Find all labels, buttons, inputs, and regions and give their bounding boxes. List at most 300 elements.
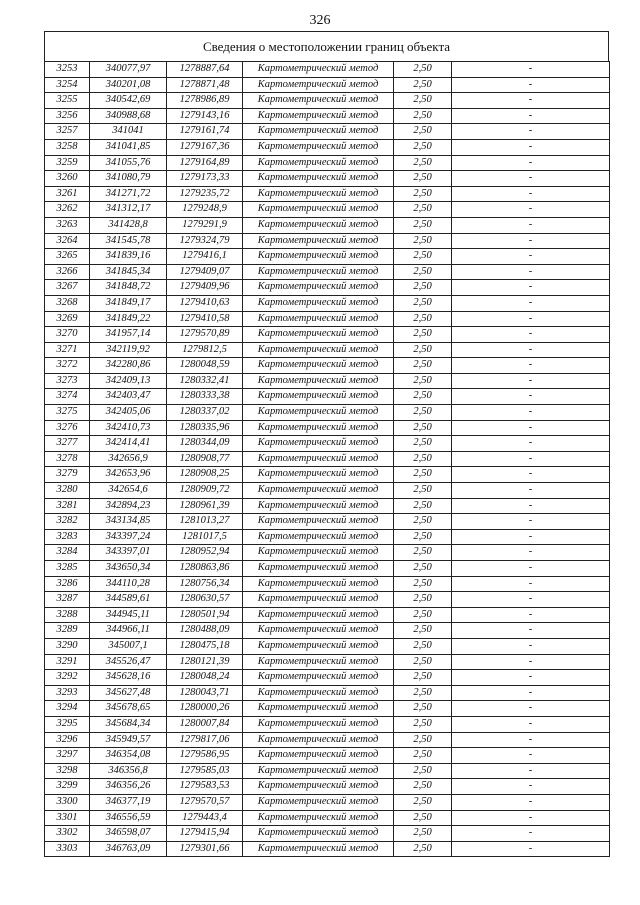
note-cell: -	[452, 701, 610, 717]
table-row	[45, 124, 610, 140]
accuracy-cell: 2,50	[394, 716, 452, 732]
table-row	[45, 545, 610, 561]
point-number-cell: 3297	[45, 748, 90, 764]
x-coordinate-cell: 343397,24	[90, 529, 167, 545]
method-cell: Картометрический метод	[243, 217, 394, 233]
point-number-cell: 3278	[45, 451, 90, 467]
method-cell: Картометрический метод	[243, 295, 394, 311]
accuracy-cell: 2,50	[394, 436, 452, 452]
x-coordinate-cell: 342653,96	[90, 467, 167, 483]
x-coordinate-cell: 346356,8	[90, 763, 167, 779]
x-coordinate-cell: 345007,1	[90, 638, 167, 654]
accuracy-cell: 2,50	[394, 139, 452, 155]
note-cell: -	[452, 358, 610, 374]
note-cell: -	[452, 592, 610, 608]
method-cell: Картометрический метод	[243, 483, 394, 499]
y-coordinate-cell: 1280630,57	[167, 592, 243, 608]
x-coordinate-cell: 345678,65	[90, 701, 167, 717]
y-coordinate-cell: 1279570,89	[167, 327, 243, 343]
note-cell: -	[452, 155, 610, 171]
accuracy-cell: 2,50	[394, 701, 452, 717]
method-cell: Картометрический метод	[243, 467, 394, 483]
accuracy-cell: 2,50	[394, 264, 452, 280]
accuracy-cell: 2,50	[394, 841, 452, 857]
method-cell: Картометрический метод	[243, 373, 394, 389]
x-coordinate-cell: 344589,61	[90, 592, 167, 608]
x-coordinate-cell: 346377,19	[90, 794, 167, 810]
y-coordinate-cell: 1280475,18	[167, 638, 243, 654]
point-number-cell: 3257	[45, 124, 90, 140]
y-coordinate-cell: 1280048,59	[167, 358, 243, 374]
table-row	[45, 529, 610, 545]
y-coordinate-cell: 1279410,63	[167, 295, 243, 311]
method-cell: Картометрический метод	[243, 529, 394, 545]
table-row	[45, 654, 610, 670]
y-coordinate-cell: 1279409,07	[167, 264, 243, 280]
note-cell: -	[452, 249, 610, 265]
method-cell: Картометрический метод	[243, 763, 394, 779]
note-cell: -	[452, 93, 610, 109]
method-cell: Картометрический метод	[243, 124, 394, 140]
point-number-cell: 3255	[45, 93, 90, 109]
x-coordinate-cell: 341080,79	[90, 171, 167, 187]
accuracy-cell: 2,50	[394, 654, 452, 670]
accuracy-cell: 2,50	[394, 311, 452, 327]
point-number-cell: 3260	[45, 171, 90, 187]
y-coordinate-cell: 1280332,41	[167, 373, 243, 389]
accuracy-cell: 2,50	[394, 233, 452, 249]
x-coordinate-cell: 340542,69	[90, 93, 167, 109]
point-number-cell: 3262	[45, 202, 90, 218]
method-cell: Картометрический метод	[243, 93, 394, 109]
note-cell: -	[452, 483, 610, 499]
x-coordinate-cell: 341271,72	[90, 186, 167, 202]
table-row	[45, 623, 610, 639]
note-cell: -	[452, 623, 610, 639]
x-coordinate-cell: 345526,47	[90, 654, 167, 670]
x-coordinate-cell: 345628,16	[90, 670, 167, 686]
table-row	[45, 358, 610, 374]
accuracy-cell: 2,50	[394, 483, 452, 499]
method-cell: Картометрический метод	[243, 108, 394, 124]
note-cell: -	[452, 451, 610, 467]
method-cell: Картометрический метод	[243, 654, 394, 670]
method-cell: Картометрический метод	[243, 327, 394, 343]
y-coordinate-cell: 1279416,1	[167, 249, 243, 265]
method-cell: Картометрический метод	[243, 155, 394, 171]
point-number-cell: 3283	[45, 529, 90, 545]
accuracy-cell: 2,50	[394, 217, 452, 233]
x-coordinate-cell: 344966,11	[90, 623, 167, 639]
note-cell: -	[452, 638, 610, 654]
x-coordinate-cell: 344945,11	[90, 607, 167, 623]
point-number-cell: 3256	[45, 108, 90, 124]
accuracy-cell: 2,50	[394, 529, 452, 545]
point-number-cell: 3287	[45, 592, 90, 608]
note-cell: -	[452, 841, 610, 857]
table-row	[45, 249, 610, 265]
accuracy-cell: 2,50	[394, 592, 452, 608]
method-cell: Картометрический метод	[243, 436, 394, 452]
accuracy-cell: 2,50	[394, 826, 452, 842]
y-coordinate-cell: 1280337,02	[167, 405, 243, 421]
table-row	[45, 62, 610, 78]
y-coordinate-cell: 1278871,48	[167, 77, 243, 93]
point-number-cell: 3258	[45, 139, 90, 155]
accuracy-cell: 2,50	[394, 576, 452, 592]
x-coordinate-cell: 341849,17	[90, 295, 167, 311]
table-row	[45, 561, 610, 577]
y-coordinate-cell: 1280908,77	[167, 451, 243, 467]
x-coordinate-cell: 346354,08	[90, 748, 167, 764]
method-cell: Картометрический метод	[243, 732, 394, 748]
y-coordinate-cell: 1280952,94	[167, 545, 243, 561]
note-cell: -	[452, 436, 610, 452]
y-coordinate-cell: 1279583,53	[167, 779, 243, 795]
y-coordinate-cell: 1280000,26	[167, 701, 243, 717]
table-row	[45, 280, 610, 296]
table-row	[45, 607, 610, 623]
y-coordinate-cell: 1279235,72	[167, 186, 243, 202]
x-coordinate-cell: 342405,06	[90, 405, 167, 421]
point-number-cell: 3289	[45, 623, 90, 639]
point-number-cell: 3301	[45, 810, 90, 826]
note-cell: -	[452, 389, 610, 405]
y-coordinate-cell: 1279161,74	[167, 124, 243, 140]
note-cell: -	[452, 62, 610, 78]
point-number-cell: 3254	[45, 77, 90, 93]
point-number-cell: 3293	[45, 685, 90, 701]
y-coordinate-cell: 1280756,34	[167, 576, 243, 592]
y-coordinate-cell: 1279248,9	[167, 202, 243, 218]
y-coordinate-cell: 1279812,5	[167, 342, 243, 358]
table-row	[45, 420, 610, 436]
method-cell: Картометрический метод	[243, 202, 394, 218]
method-cell: Картометрический метод	[243, 670, 394, 686]
note-cell: -	[452, 685, 610, 701]
y-coordinate-cell: 1280863,86	[167, 561, 243, 577]
point-number-cell: 3285	[45, 561, 90, 577]
x-coordinate-cell: 342894,23	[90, 498, 167, 514]
note-cell: -	[452, 514, 610, 530]
accuracy-cell: 2,50	[394, 389, 452, 405]
point-number-cell: 3300	[45, 794, 90, 810]
y-coordinate-cell: 1280007,84	[167, 716, 243, 732]
table-row	[45, 264, 610, 280]
accuracy-cell: 2,50	[394, 420, 452, 436]
x-coordinate-cell: 342409,13	[90, 373, 167, 389]
table-row	[45, 576, 610, 592]
accuracy-cell: 2,50	[394, 93, 452, 109]
table-body	[45, 62, 610, 857]
accuracy-cell: 2,50	[394, 249, 452, 265]
accuracy-cell: 2,50	[394, 451, 452, 467]
accuracy-cell: 2,50	[394, 607, 452, 623]
table-row	[45, 327, 610, 343]
y-coordinate-cell: 1279173,33	[167, 171, 243, 187]
note-cell: -	[452, 327, 610, 343]
y-coordinate-cell: 1279409,96	[167, 280, 243, 296]
note-cell: -	[452, 420, 610, 436]
table-row	[45, 451, 610, 467]
point-number-cell: 3281	[45, 498, 90, 514]
method-cell: Картометрический метод	[243, 716, 394, 732]
method-cell: Картометрический метод	[243, 794, 394, 810]
note-cell: -	[452, 794, 610, 810]
note-cell: -	[452, 280, 610, 296]
accuracy-cell: 2,50	[394, 358, 452, 374]
method-cell: Картометрический метод	[243, 233, 394, 249]
point-number-cell: 3292	[45, 670, 90, 686]
y-coordinate-cell: 1279415,94	[167, 826, 243, 842]
table-row	[45, 701, 610, 717]
y-coordinate-cell: 1279817,06	[167, 732, 243, 748]
note-cell: -	[452, 748, 610, 764]
point-number-cell: 3270	[45, 327, 90, 343]
method-cell: Картометрический метод	[243, 748, 394, 764]
table-row	[45, 233, 610, 249]
table-row	[45, 186, 610, 202]
y-coordinate-cell: 1281017,5	[167, 529, 243, 545]
method-cell: Картометрический метод	[243, 514, 394, 530]
method-cell: Картометрический метод	[243, 638, 394, 654]
table-row	[45, 716, 610, 732]
accuracy-cell: 2,50	[394, 155, 452, 171]
table-row	[45, 295, 610, 311]
note-cell: -	[452, 732, 610, 748]
method-cell: Картометрический метод	[243, 358, 394, 374]
y-coordinate-cell: 1279585,03	[167, 763, 243, 779]
x-coordinate-cell: 341839,16	[90, 249, 167, 265]
point-number-cell: 3267	[45, 280, 90, 296]
method-cell: Картометрический метод	[243, 186, 394, 202]
table-row	[45, 592, 610, 608]
table-row	[45, 389, 610, 405]
note-cell: -	[452, 810, 610, 826]
method-cell: Картометрический метод	[243, 498, 394, 514]
table-row	[45, 217, 610, 233]
y-coordinate-cell: 1280043,71	[167, 685, 243, 701]
table-row	[45, 732, 610, 748]
accuracy-cell: 2,50	[394, 124, 452, 140]
y-coordinate-cell: 1279410,58	[167, 311, 243, 327]
y-coordinate-cell: 1280121,39	[167, 654, 243, 670]
x-coordinate-cell: 341041	[90, 124, 167, 140]
method-cell: Картометрический метод	[243, 249, 394, 265]
note-cell: -	[452, 217, 610, 233]
method-cell: Картометрический метод	[243, 389, 394, 405]
table-row	[45, 685, 610, 701]
x-coordinate-cell: 346556,59	[90, 810, 167, 826]
x-coordinate-cell: 343397,01	[90, 545, 167, 561]
table-row	[45, 794, 610, 810]
point-number-cell: 3303	[45, 841, 90, 857]
note-cell: -	[452, 763, 610, 779]
table-row	[45, 436, 610, 452]
accuracy-cell: 2,50	[394, 685, 452, 701]
y-coordinate-cell: 1279586,95	[167, 748, 243, 764]
method-cell: Картометрический метод	[243, 139, 394, 155]
accuracy-cell: 2,50	[394, 748, 452, 764]
x-coordinate-cell: 346356,26	[90, 779, 167, 795]
method-cell: Картометрический метод	[243, 545, 394, 561]
point-number-cell: 3261	[45, 186, 90, 202]
point-number-cell: 3275	[45, 405, 90, 421]
point-number-cell: 3291	[45, 654, 90, 670]
y-coordinate-cell: 1279324,79	[167, 233, 243, 249]
note-cell: -	[452, 654, 610, 670]
accuracy-cell: 2,50	[394, 545, 452, 561]
note-cell: -	[452, 467, 610, 483]
y-coordinate-cell: 1278986,89	[167, 93, 243, 109]
method-cell: Картометрический метод	[243, 77, 394, 93]
method-cell: Картометрический метод	[243, 592, 394, 608]
point-number-cell: 3265	[45, 249, 90, 265]
x-coordinate-cell: 341428,8	[90, 217, 167, 233]
method-cell: Картометрический метод	[243, 810, 394, 826]
y-coordinate-cell: 1279570,57	[167, 794, 243, 810]
method-cell: Картометрический метод	[243, 264, 394, 280]
x-coordinate-cell: 345684,34	[90, 716, 167, 732]
x-coordinate-cell: 341312,17	[90, 202, 167, 218]
x-coordinate-cell: 342656,9	[90, 451, 167, 467]
accuracy-cell: 2,50	[394, 295, 452, 311]
y-coordinate-cell: 1279164,89	[167, 155, 243, 171]
note-cell: -	[452, 670, 610, 686]
accuracy-cell: 2,50	[394, 810, 452, 826]
y-coordinate-cell: 1280909,72	[167, 483, 243, 499]
note-cell: -	[452, 139, 610, 155]
x-coordinate-cell: 341957,14	[90, 327, 167, 343]
accuracy-cell: 2,50	[394, 108, 452, 124]
point-number-cell: 3266	[45, 264, 90, 280]
accuracy-cell: 2,50	[394, 732, 452, 748]
point-number-cell: 3277	[45, 436, 90, 452]
x-coordinate-cell: 343650,34	[90, 561, 167, 577]
method-cell: Картометрический метод	[243, 826, 394, 842]
x-coordinate-cell: 341849,22	[90, 311, 167, 327]
y-coordinate-cell: 1280344,09	[167, 436, 243, 452]
table-row	[45, 810, 610, 826]
accuracy-cell: 2,50	[394, 763, 452, 779]
x-coordinate-cell: 345627,48	[90, 685, 167, 701]
x-coordinate-cell: 340077,97	[90, 62, 167, 78]
accuracy-cell: 2,50	[394, 498, 452, 514]
table-row	[45, 826, 610, 842]
table-row	[45, 171, 610, 187]
table-row	[45, 342, 610, 358]
y-coordinate-cell: 1279167,36	[167, 139, 243, 155]
x-coordinate-cell: 342654,6	[90, 483, 167, 499]
table-row	[45, 763, 610, 779]
x-coordinate-cell: 344110,28	[90, 576, 167, 592]
method-cell: Картометрический метод	[243, 779, 394, 795]
table-row	[45, 311, 610, 327]
note-cell: -	[452, 561, 610, 577]
point-number-cell: 3290	[45, 638, 90, 654]
accuracy-cell: 2,50	[394, 514, 452, 530]
table-row	[45, 405, 610, 421]
table-row	[45, 467, 610, 483]
method-cell: Картометрический метод	[243, 280, 394, 296]
y-coordinate-cell: 1279143,16	[167, 108, 243, 124]
table-row	[45, 779, 610, 795]
note-cell: -	[452, 716, 610, 732]
table-row	[45, 514, 610, 530]
boundary-points-table	[44, 61, 610, 857]
y-coordinate-cell: 1280333,38	[167, 389, 243, 405]
point-number-cell: 3282	[45, 514, 90, 530]
table-row	[45, 93, 610, 109]
point-number-cell: 3253	[45, 62, 90, 78]
x-coordinate-cell: 341041,85	[90, 139, 167, 155]
point-number-cell: 3299	[45, 779, 90, 795]
x-coordinate-cell: 342119,92	[90, 342, 167, 358]
method-cell: Картометрический метод	[243, 171, 394, 187]
accuracy-cell: 2,50	[394, 202, 452, 218]
table-row	[45, 483, 610, 499]
x-coordinate-cell: 345949,57	[90, 732, 167, 748]
point-number-cell: 3276	[45, 420, 90, 436]
y-coordinate-cell: 1280048,24	[167, 670, 243, 686]
method-cell: Картометрический метод	[243, 420, 394, 436]
accuracy-cell: 2,50	[394, 186, 452, 202]
note-cell: -	[452, 77, 610, 93]
x-coordinate-cell: 342410,73	[90, 420, 167, 436]
table-row	[45, 139, 610, 155]
x-coordinate-cell: 341848,72	[90, 280, 167, 296]
note-cell: -	[452, 779, 610, 795]
note-cell: -	[452, 233, 610, 249]
method-cell: Картометрический метод	[243, 607, 394, 623]
note-cell: -	[452, 498, 610, 514]
note-cell: -	[452, 295, 610, 311]
accuracy-cell: 2,50	[394, 373, 452, 389]
x-coordinate-cell: 341545,78	[90, 233, 167, 249]
note-cell: -	[452, 264, 610, 280]
point-number-cell: 3295	[45, 716, 90, 732]
note-cell: -	[452, 342, 610, 358]
note-cell: -	[452, 529, 610, 545]
accuracy-cell: 2,50	[394, 327, 452, 343]
point-number-cell: 3294	[45, 701, 90, 717]
accuracy-cell: 2,50	[394, 794, 452, 810]
table-row	[45, 108, 610, 124]
note-cell: -	[452, 186, 610, 202]
method-cell: Картометрический метод	[243, 841, 394, 857]
method-cell: Картометрический метод	[243, 342, 394, 358]
note-cell: -	[452, 108, 610, 124]
x-coordinate-cell: 340201,08	[90, 77, 167, 93]
x-coordinate-cell: 341845,34	[90, 264, 167, 280]
note-cell: -	[452, 576, 610, 592]
method-cell: Картометрический метод	[243, 311, 394, 327]
point-number-cell: 3286	[45, 576, 90, 592]
table-row	[45, 77, 610, 93]
point-number-cell: 3280	[45, 483, 90, 499]
accuracy-cell: 2,50	[394, 779, 452, 795]
point-number-cell: 3271	[45, 342, 90, 358]
point-number-cell: 3263	[45, 217, 90, 233]
note-cell: -	[452, 607, 610, 623]
x-coordinate-cell: 346598,07	[90, 826, 167, 842]
note-cell: -	[452, 124, 610, 140]
note-cell: -	[452, 202, 610, 218]
point-number-cell: 3264	[45, 233, 90, 249]
x-coordinate-cell: 342414,41	[90, 436, 167, 452]
x-coordinate-cell: 342280,86	[90, 358, 167, 374]
accuracy-cell: 2,50	[394, 342, 452, 358]
